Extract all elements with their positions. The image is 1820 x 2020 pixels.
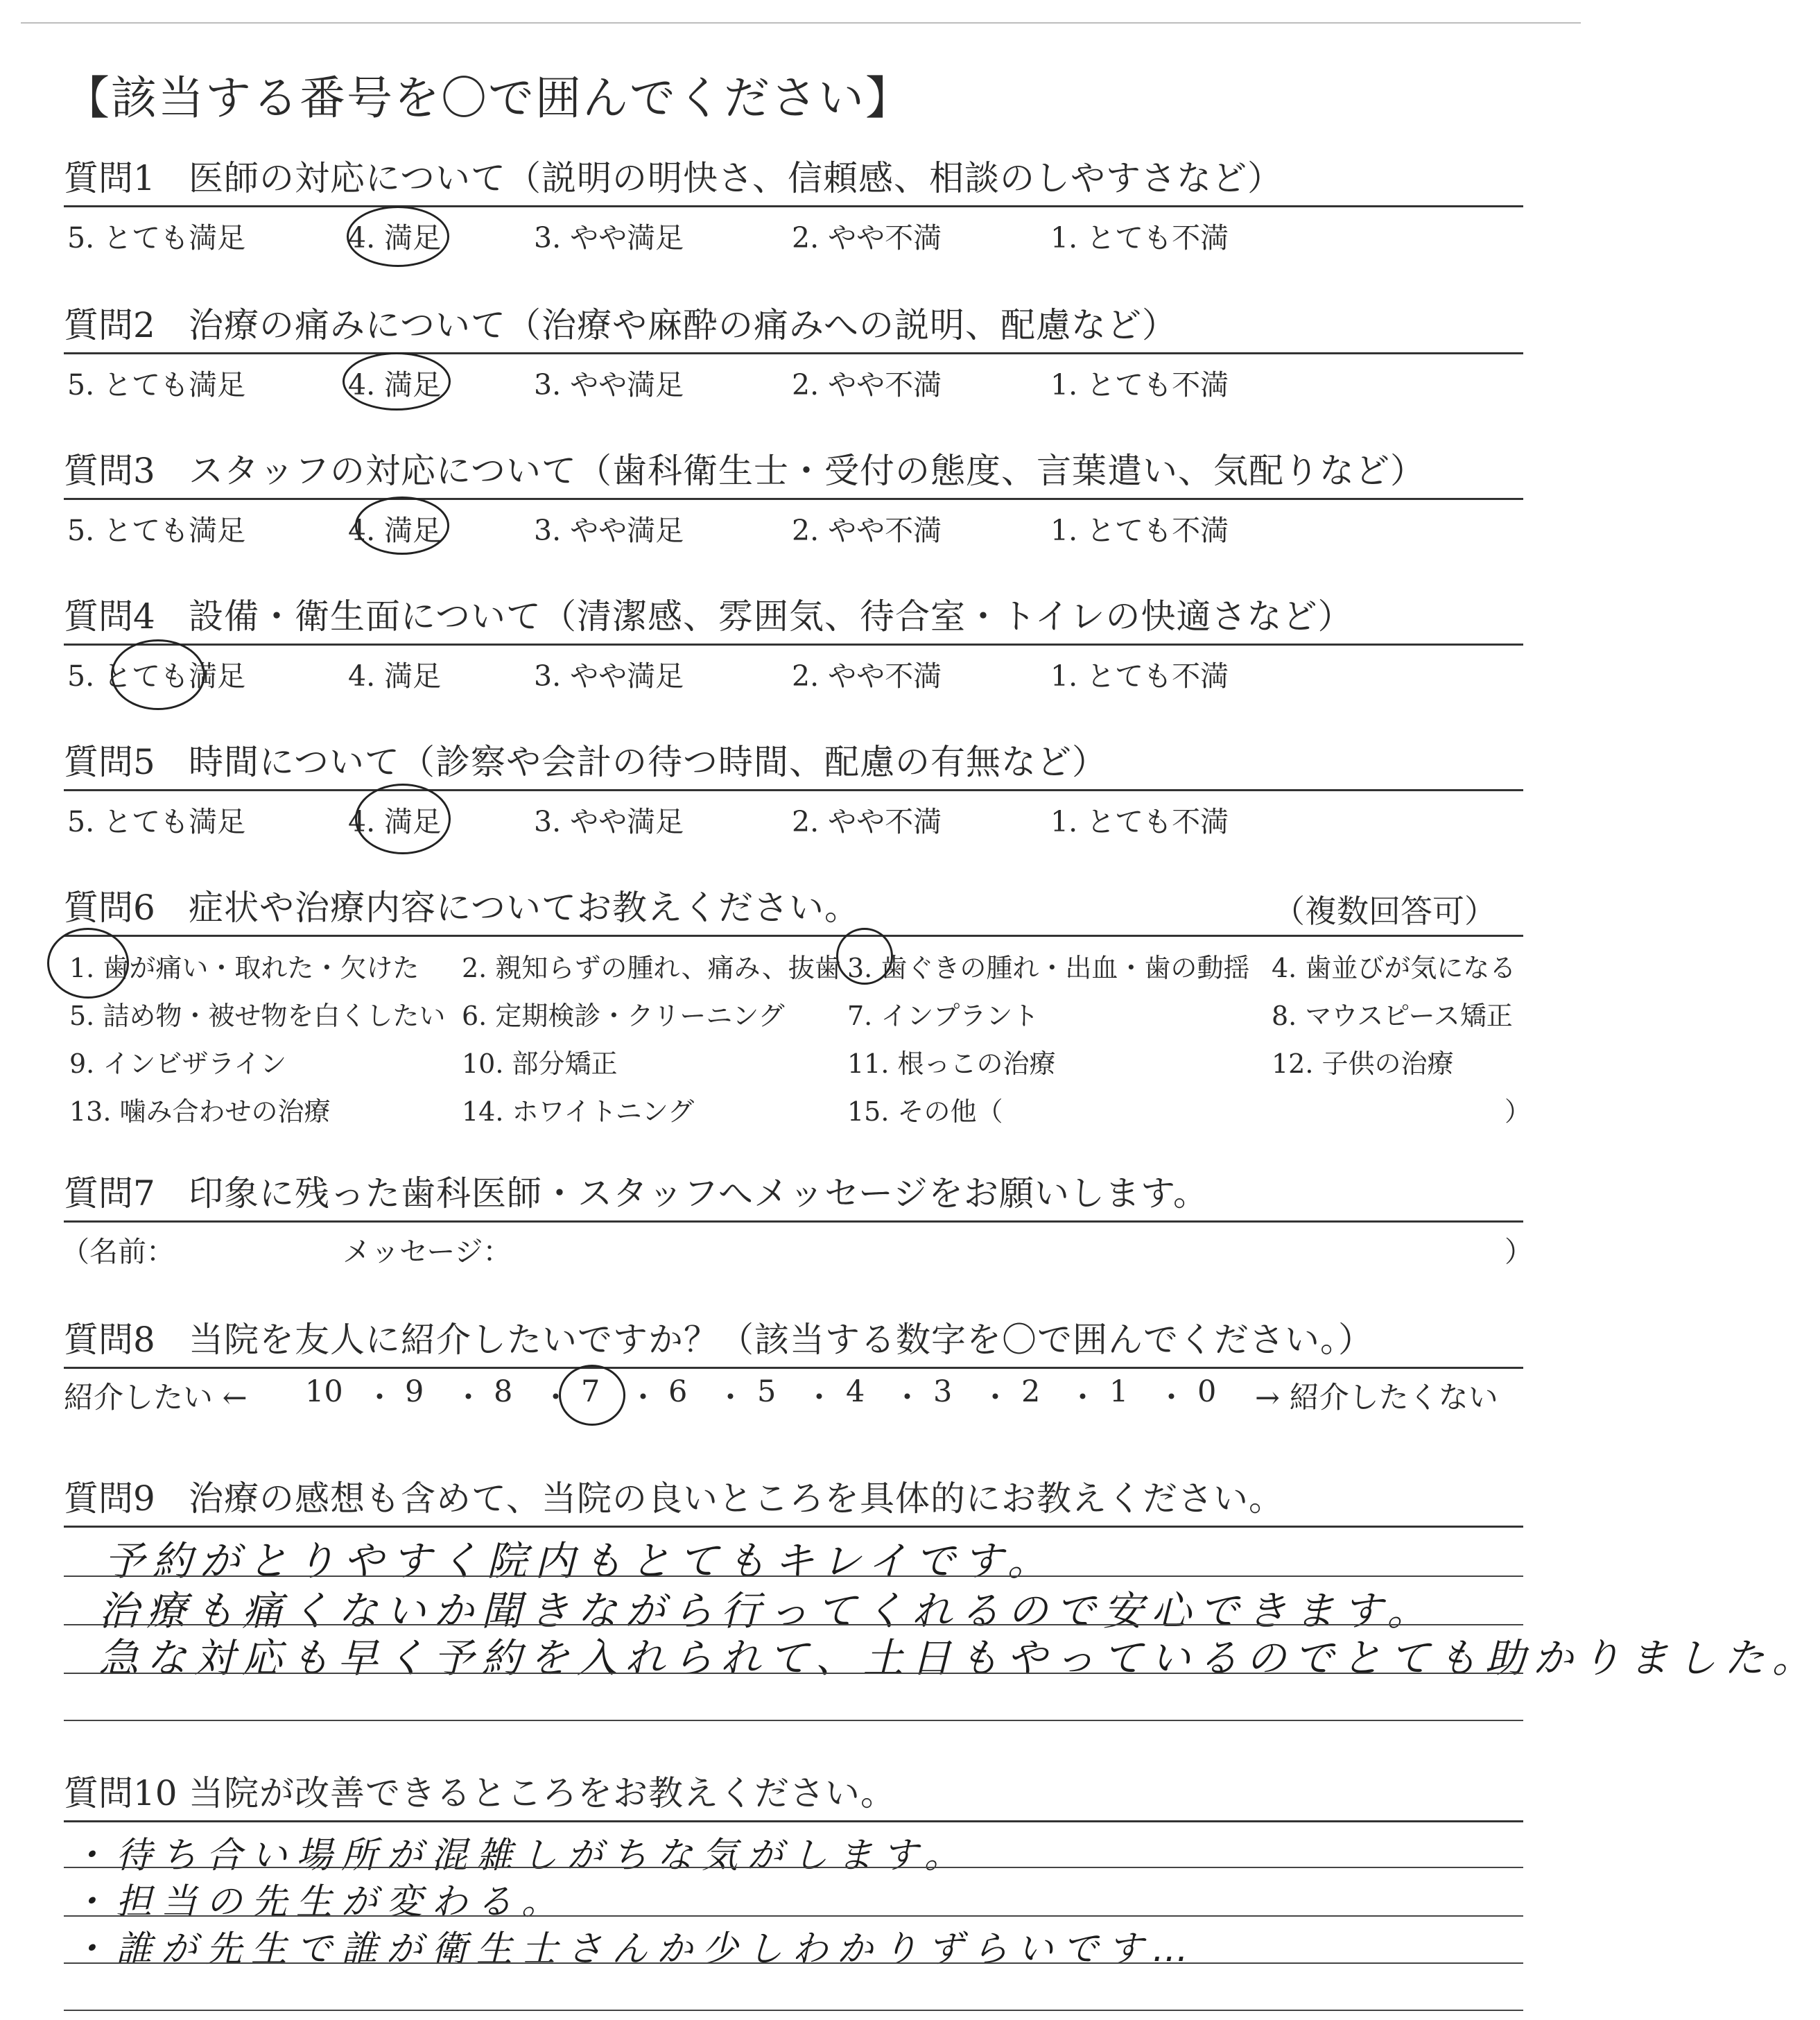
- q6-option-5[interactable]: 5. 詰め物・被せ物を白くしたい: [69, 1001, 446, 1031]
- q9-writing-line: [64, 1576, 1523, 1577]
- q6-option-15-close: ）: [1505, 1096, 1532, 1127]
- question-6-text: 症状や治療内容についてお教えください。: [189, 888, 860, 928]
- q8-score-8[interactable]: 8: [494, 1374, 513, 1409]
- q6-option-15[interactable]: 15. その他（: [847, 1096, 1003, 1127]
- q6-option-6[interactable]: 6. 定期検診・クリーニング: [462, 1001, 785, 1031]
- q6-option-10[interactable]: 10. 部分矯正: [462, 1048, 618, 1079]
- q8-score-7[interactable]: 7: [581, 1374, 600, 1409]
- question-4-heading: [64, 589, 1353, 644]
- q2-option-3[interactable]: 3. やや満足: [534, 368, 684, 402]
- q10-answer-line-3: ・誰が先生で誰が衛生士さんか少しわかりずらいです…: [71, 1928, 1198, 1970]
- q3-answer-circle: [355, 497, 449, 555]
- q8-answer-circle: [559, 1365, 625, 1426]
- q10-answer-line-1: ・待ち合い場所が混雑しがちな気がします。: [71, 1835, 969, 1876]
- question-5-rule: [64, 789, 1523, 791]
- q10-answer-line-2: ・担当の先生が変わる。: [71, 1881, 567, 1923]
- question-6-number: 質問6: [64, 888, 155, 928]
- q8-separator: ・: [716, 1381, 745, 1415]
- q8-score-4[interactable]: 4: [846, 1374, 865, 1409]
- question-1-heading: [64, 151, 1283, 205]
- question-6-rule: [64, 935, 1523, 937]
- q6-option-1[interactable]: 1. 歯が痛い・取れた・欠けた: [69, 953, 419, 983]
- q1-option-4[interactable]: 4. 満足: [348, 221, 442, 254]
- question-7-rule: [64, 1220, 1523, 1223]
- page-title: 【該当する番号を〇で囲んでください】: [64, 71, 912, 125]
- question-9-heading: [64, 1471, 1284, 1526]
- q3-option-2[interactable]: 2. やや不満: [792, 514, 942, 547]
- q5-option-2[interactable]: 2. やや不満: [792, 805, 942, 838]
- question-4-rule: [64, 644, 1523, 646]
- q8-right-label: → 紹介したくない: [1255, 1381, 1498, 1415]
- q6-option-4[interactable]: 4. 歯並びが気になる: [1272, 953, 1516, 983]
- question-2-number: 質問2: [64, 305, 155, 345]
- q7-name-label: （名前：: [61, 1235, 175, 1268]
- q4-option-3[interactable]: 3. やや満足: [534, 659, 684, 693]
- question-10-number: 質問10: [64, 1773, 177, 1813]
- q9-answer-line-1: 予約がとりやすく院内もとてもキレイです。: [104, 1537, 1055, 1585]
- question-4-number: 質問4: [64, 596, 155, 637]
- question-7-text: 印象に残った歯科医師・スタッフへメッセージをお願いします。: [189, 1173, 1208, 1214]
- question-10-rule: [64, 1820, 1523, 1822]
- q10-writing-line: [64, 1915, 1523, 1917]
- question-3-rule: [64, 498, 1523, 500]
- top-divider: [21, 22, 1581, 24]
- q3-option-4[interactable]: 4. 満足: [348, 514, 442, 547]
- q7-message-label: メッセージ：: [343, 1235, 512, 1268]
- q8-separator: ・: [453, 1381, 483, 1415]
- question-7-number: 質問7: [64, 1173, 155, 1214]
- q5-option-4[interactable]: 4. 満足: [348, 805, 442, 838]
- q6-option-12[interactable]: 12. 子供の治療: [1272, 1048, 1454, 1079]
- q5-option-3[interactable]: 3. やや満足: [534, 805, 684, 838]
- q1-option-2[interactable]: 2. やや不満: [792, 221, 942, 254]
- q2-option-2[interactable]: 2. やや不満: [792, 368, 942, 402]
- q8-separator: ・: [892, 1381, 922, 1415]
- question-9-number: 質問9: [64, 1478, 155, 1519]
- q8-score-10[interactable]: 10: [305, 1374, 343, 1409]
- q3-option-1[interactable]: 1. とても不満: [1050, 514, 1229, 547]
- q1-option-3[interactable]: 3. やや満足: [534, 221, 684, 254]
- q10-writing-line: [64, 1867, 1523, 1868]
- q6-option-13[interactable]: 13. 噛み合わせの治療: [69, 1096, 331, 1127]
- q4-option-5[interactable]: 5. とても満足: [67, 659, 246, 693]
- question-7-heading: [64, 1166, 1208, 1220]
- q1-option-5[interactable]: 5. とても満足: [67, 221, 246, 254]
- q6-option-14[interactable]: 14. ホワイトニング: [462, 1096, 695, 1127]
- q5-option-5[interactable]: 5. とても満足: [67, 805, 246, 838]
- question-9-rule: [64, 1526, 1523, 1528]
- q2-answer-circle: [343, 352, 451, 411]
- question-8-number: 質問8: [64, 1320, 155, 1360]
- q4-option-2[interactable]: 2. やや不満: [792, 659, 942, 693]
- question-2-rule: [64, 352, 1523, 354]
- q4-option-1[interactable]: 1. とても不満: [1050, 659, 1229, 693]
- q9-answer-line-2: 治療も痛くないか聞きながら行ってくれるので安心できます。: [98, 1587, 1435, 1634]
- q8-score-9[interactable]: 9: [405, 1374, 424, 1409]
- q6-option-8[interactable]: 8. マウスピース矯正: [1272, 1001, 1513, 1031]
- question-10-heading: [64, 1766, 896, 1820]
- question-1-rule: [64, 205, 1523, 207]
- q3-option-5[interactable]: 5. とても満足: [67, 514, 246, 547]
- q9-answer-line-3: 急な対応も早く予約を入れられて、土日もやっているのでとても助かりました。: [98, 1634, 1820, 1682]
- q2-option-5[interactable]: 5. とても満足: [67, 368, 246, 402]
- q8-separator: ・: [365, 1381, 395, 1415]
- q1-option-1[interactable]: 1. とても不満: [1050, 221, 1229, 254]
- q5-option-1[interactable]: 1. とても不満: [1050, 805, 1229, 838]
- q3-option-3[interactable]: 3. やや満足: [534, 514, 684, 547]
- q10-writing-line: [64, 2010, 1523, 2011]
- question-5-heading: [64, 735, 1107, 789]
- question-8-rule: [64, 1367, 1523, 1369]
- q6-option-2[interactable]: 2. 親知らずの腫れ、痛み、抜歯: [462, 953, 841, 983]
- question-8-heading: [64, 1313, 1373, 1367]
- question-2-heading: [64, 298, 1177, 352]
- question-3-text: スタッフの対応について（歯科衛生士・受付の態度、言葉遣い、気配りなど）: [189, 451, 1425, 491]
- q8-score-1[interactable]: 1: [1109, 1374, 1129, 1409]
- q8-separator: ・: [541, 1381, 571, 1415]
- q4-option-4[interactable]: 4. 満足: [348, 659, 442, 693]
- q8-separator: ・: [1156, 1381, 1186, 1415]
- question-2-text: 治療の痛みについて（治療や麻酔の痛みへの説明、配慮など）: [189, 305, 1177, 345]
- q8-score-0[interactable]: 0: [1197, 1374, 1217, 1409]
- question-6-heading: [64, 881, 860, 935]
- question-9-text: 治療の感想も含めて、当院の良いところを具体的にお教えください。: [189, 1478, 1284, 1519]
- q6-answer-circle-3: [836, 928, 893, 985]
- q8-score-6[interactable]: 6: [668, 1374, 688, 1409]
- q8-separator: ・: [628, 1381, 658, 1415]
- q8-score-5[interactable]: 5: [757, 1374, 777, 1409]
- q8-separator: ・: [804, 1381, 834, 1415]
- q2-option-1[interactable]: 1. とても不満: [1050, 368, 1229, 402]
- q8-separator: ・: [1068, 1381, 1098, 1415]
- question-5-text: 時間について（診察や会計の待つ時間、配慮の有無など）: [189, 742, 1107, 782]
- q9-writing-line: [64, 1673, 1523, 1674]
- q9-writing-line: [64, 1720, 1523, 1721]
- question-6-note: （複数回答可）: [1273, 892, 1496, 930]
- q7-close-paren: ）: [1505, 1235, 1533, 1268]
- question-3-number: 質問3: [64, 451, 155, 491]
- question-1-text: 医師の対応について（説明の明快さ、信頼感、相談のしやすさなど）: [189, 158, 1283, 198]
- q6-option-7[interactable]: 7. インプラント: [847, 1001, 1039, 1031]
- question-3-heading: [64, 444, 1425, 498]
- q6-option-3[interactable]: 3. 歯ぐきの腫れ・出血・歯の動揺: [847, 953, 1250, 983]
- q8-separator: ・: [980, 1381, 1010, 1415]
- q8-score-3[interactable]: 3: [933, 1374, 953, 1409]
- q5-answer-circle: [355, 784, 451, 854]
- q6-option-9[interactable]: 9. インビザライン: [69, 1048, 287, 1079]
- q10-writing-line: [64, 1962, 1523, 1964]
- q6-answer-circle-1: [47, 928, 129, 999]
- question-8-text: 当院を友人に紹介したいですか？（該当する数字を〇で囲んでください。）: [189, 1320, 1373, 1360]
- question-4-text: 設備・衛生面について（清潔感、雰囲気、待合室・トイレの快適さなど）: [189, 596, 1353, 637]
- q4-answer-circle: [111, 639, 205, 710]
- q8-score-2[interactable]: 2: [1021, 1374, 1041, 1409]
- q8-left-label: 紹介したい ←: [64, 1381, 248, 1415]
- q1-answer-circle: [347, 206, 449, 267]
- q6-option-11[interactable]: 11. 根っこの治療: [847, 1048, 1056, 1079]
- question-5-number: 質問5: [64, 742, 155, 782]
- question-1-number: 質問1: [64, 158, 155, 198]
- q2-option-4[interactable]: 4. 満足: [348, 368, 442, 402]
- question-10-text: 当院が改善できるところをお教えください。: [189, 1773, 896, 1813]
